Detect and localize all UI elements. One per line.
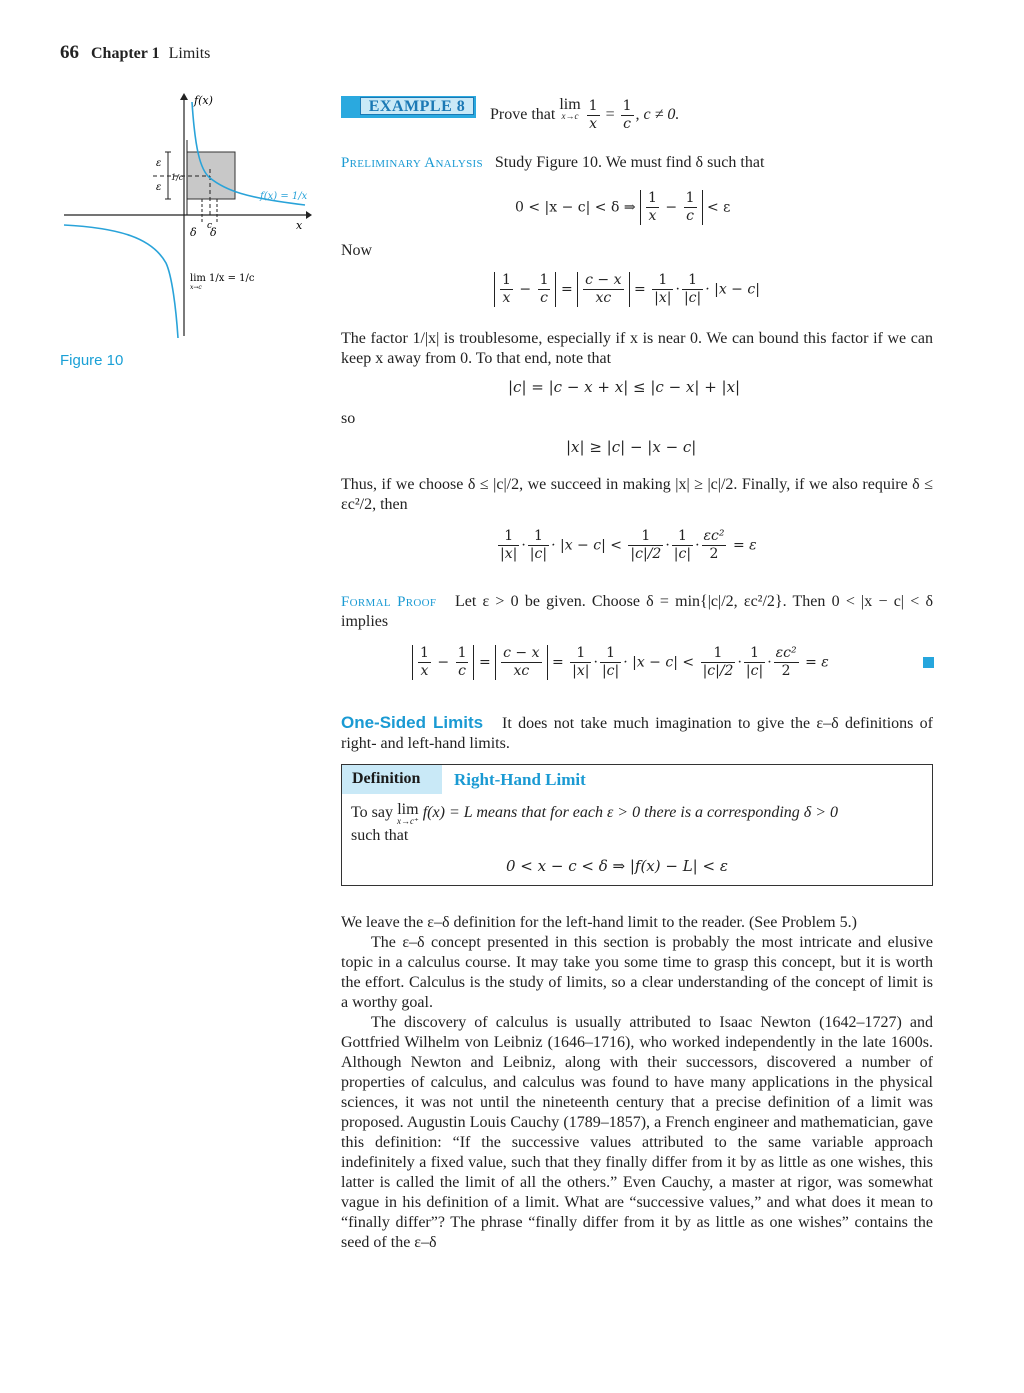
def-text-b: f(x) = L means that for each ε > 0 there is a corresponding δ > 0	[422, 804, 839, 821]
f3	[501, 645, 541, 680]
n: 1	[539, 272, 549, 288]
f6	[701, 645, 736, 680]
eq2: =	[551, 654, 564, 671]
num: 1	[588, 98, 598, 114]
n: c − x	[585, 272, 622, 288]
definition-tab	[342, 765, 442, 794]
formal-paragraph	[341, 592, 933, 632]
figure-caption: Figure 10	[60, 352, 124, 369]
n: 1	[498, 528, 519, 546]
f3	[583, 272, 623, 307]
example-statement	[490, 98, 679, 133]
definition-box	[341, 764, 933, 886]
figure-10-graph	[60, 88, 320, 343]
lim-expression	[559, 98, 580, 121]
limit-label: lim 1/x = 1/c	[190, 273, 255, 284]
ineq-triangle: |c| = |c − x + x| ≤ |c − x| + |x|	[508, 378, 741, 396]
n: 1	[652, 272, 673, 290]
eq3: =	[805, 654, 817, 671]
frac-1-over-c	[621, 98, 634, 133]
d: |x|	[572, 663, 590, 679]
frac-1-over-x	[587, 98, 600, 133]
epsilon-upper: ε	[156, 158, 162, 169]
f3	[628, 528, 663, 563]
delta-right-label: δ	[210, 226, 217, 239]
d: xc	[595, 290, 612, 306]
f2	[528, 528, 549, 563]
eq2: =	[633, 281, 646, 298]
thus-paragraph: Thus, if we choose δ ≤ |c|/2, we succeed in making |x| ≥ |c|/2. Finally, if we also require δ ≤ εc²/2, then	[341, 476, 933, 513]
n: 1	[528, 528, 549, 546]
d: c	[540, 290, 548, 306]
d: |c|	[601, 663, 620, 679]
f4	[672, 528, 693, 563]
paragraph-3: The discovery of calculus is usually attributed to Isaac Newton (1642–1727) and Gottfried Wilhelm von Leibniz (1646–1716), who worked independently in the late 1600s. Although Newton and Leibniz, along with their successors, discovered a number of properties of calculus, and calculus was found to have many applications in the physical sciences, it was not until the nineteenth century that a precise definition of a limit was proposed. Augustin Louis Cauchy (1789–1857), a French engineer and mathematician, gave this definition: “If the successive values attributed to the same variable approach indefinitely a fixed value, such that they finally differ from it by as little as one wishes, this latter is called the limit of all the others.” Even Cauchy, a master at rigor, was somewhat vague in his definition of a limit. What are “successive values,” and what does it mean to “finally differ”? The phrase “finally differ from it by as little as one wishes” contains the seed of the ε–δ	[341, 1014, 933, 1251]
d: xc	[513, 663, 530, 679]
eq: =	[732, 537, 745, 554]
one-over-c-label: 1/c	[171, 173, 184, 182]
f4	[652, 272, 673, 307]
chapter-title: Limits	[168, 45, 211, 62]
eq1: =	[560, 281, 573, 298]
n: εc²	[775, 645, 797, 661]
epsilon-delta-box	[187, 152, 235, 199]
f2	[684, 190, 697, 225]
op: −	[437, 654, 450, 671]
den: c	[623, 116, 631, 132]
closing-text	[341, 913, 933, 1253]
limit-label-sub: x→c	[190, 284, 202, 291]
lhs: 0 < |x − c| < δ ⇒	[515, 199, 636, 216]
x-axis-arrow	[306, 211, 312, 219]
f7	[744, 645, 765, 680]
abs1	[494, 272, 556, 307]
eq-now-chain: $\frac{1}{x}$ − $\frac{1}{c}$ = $\frac{c - x}{xc}$ = $\frac{1}{|x|}$ · $\frac{1}{|c|}$ · |x − c|	[494, 272, 760, 307]
op: −	[519, 281, 532, 298]
den: x	[589, 116, 598, 132]
abs-diff	[640, 190, 702, 225]
n: 1	[628, 528, 663, 546]
f5	[702, 528, 727, 563]
definition-tab-label: Definition	[352, 770, 421, 787]
abs2	[495, 645, 547, 680]
d: x	[420, 663, 429, 679]
paragraph-2: The ε–δ concept presented in this section is probably the most intricate and elusive topic in a calculus course. It may take you some time to grasp this concept, but it is worth the effort. Calculus is the study of limits, so a clear understanding of the concept of limit is a worthy goal.	[341, 934, 933, 1011]
def-lim	[397, 803, 419, 826]
curve-left-branch	[64, 225, 178, 338]
d: x	[648, 208, 657, 224]
curve-label: f(x) = 1/x	[260, 191, 308, 202]
abs1	[412, 645, 474, 680]
now-label: Now	[341, 242, 373, 259]
prove-text: Prove that	[490, 106, 556, 124]
n: 1	[701, 645, 736, 663]
n: 1	[600, 645, 621, 663]
delta-left-label: δ	[190, 226, 197, 239]
factor-paragraph: The factor 1/|x| is troublesome, especially if x is near 0. We can bound this factor if we can keep x away from 0. To that end, note that	[341, 330, 933, 367]
abs2	[577, 272, 629, 307]
running-head	[60, 42, 210, 64]
eq-bound: $\frac{1}{|x|}$ · $\frac{1}{|c|}$ · |x − c| < $\frac{1}{|c|/2}$ · $\frac{1}{|c|}$ · $\frac{\text{εc²}}{2}$ = ε	[500, 528, 757, 562]
d: 2	[709, 546, 719, 562]
f1	[646, 190, 659, 225]
def-text-a: To say	[351, 804, 393, 821]
d: |c|/2	[702, 663, 734, 679]
eps: ε	[749, 537, 757, 554]
y-axis-arrow	[180, 93, 188, 100]
lim-sub: x→c⁺	[396, 816, 419, 826]
example-label: EXAMPLE 8	[360, 97, 474, 115]
example-badge	[341, 96, 476, 118]
page-number: 66	[60, 42, 79, 63]
d: |c|	[529, 546, 548, 562]
t: · |x − c|	[623, 654, 678, 671]
ineq-reverse: |x| ≥ |c| − |x − c|	[566, 438, 697, 456]
n: 1	[648, 190, 657, 206]
prelim-line	[341, 153, 933, 173]
eps: ε	[821, 654, 829, 671]
eq: =	[605, 106, 615, 124]
one-sided-heading: One-Sided Limits	[341, 713, 484, 732]
d: |c|	[683, 290, 702, 306]
n: εc²	[703, 528, 725, 544]
f2	[538, 272, 551, 307]
n: 1	[682, 272, 703, 290]
lim-word: lim	[397, 801, 419, 818]
x-axis-label: x	[296, 219, 303, 232]
prelim-heading: Preliminary Analysis	[341, 155, 483, 171]
one-sided-text: It does not take much imagination to give the ε–δ definitions of right- and left-hand limits.	[341, 715, 934, 752]
f1	[498, 528, 519, 563]
f5	[682, 272, 703, 307]
n: 1	[570, 645, 591, 663]
eq-delta-implies	[515, 190, 730, 225]
f4	[570, 645, 591, 680]
rhs: < ε	[706, 199, 731, 216]
n: 1	[457, 645, 467, 661]
d: c	[686, 208, 694, 224]
n: 1	[502, 272, 511, 288]
d: |x|	[654, 290, 672, 306]
d: |c|/2	[630, 546, 662, 562]
f2	[456, 645, 469, 680]
f8	[774, 645, 799, 680]
prelim-text: Study Figure 10. We must find δ such that	[494, 154, 765, 171]
eq-formal: $\frac{1}{x}$ − $\frac{1}{c}$ = $\frac{c - x}{xc}$ = $\frac{1}{|x|}$ · $\frac{1}{|c|}$ · |x − c| < $\frac{1}{|c|/2}$ · $\frac{1}{|c|}$ · $\frac{\text{εc²}}{2}$ = ε	[412, 645, 829, 680]
y-axis-label: f(x)	[194, 94, 213, 107]
t: · |x − c|	[705, 281, 760, 298]
d: |c|	[745, 663, 764, 679]
lim-sub: x→c	[561, 111, 579, 121]
d: |c|	[673, 546, 692, 562]
f5	[600, 645, 621, 680]
f1	[500, 272, 513, 307]
n: c − x	[503, 645, 540, 661]
n: 1	[744, 645, 765, 663]
definition-body	[351, 803, 923, 846]
d: c	[458, 663, 466, 679]
f1	[418, 645, 431, 680]
one-sided-paragraph	[341, 713, 933, 754]
n: 1	[420, 645, 429, 661]
c-label: c	[207, 221, 213, 231]
chapter-label: Chapter 1	[91, 45, 160, 62]
d: 2	[781, 663, 791, 679]
formal-text: Let ε > 0 be given. Choose δ = min{|c|/2, εc²/2}. Then 0 < |x − c| < δ implies	[341, 593, 933, 630]
n: 1	[672, 528, 693, 546]
d: x	[502, 290, 511, 306]
def-text-c: such that	[351, 827, 409, 844]
n: 1	[685, 190, 695, 206]
eq1: =	[478, 654, 491, 671]
paragraph-1: We leave the ε–δ definition for the left-hand limit to the reader. (See Problem 5.)	[341, 914, 857, 931]
num: 1	[622, 98, 632, 114]
definition-formula: 0 < x − c < δ ⇒ |f(x) − L| < ε	[506, 857, 728, 875]
t: · |x − c|	[551, 537, 606, 554]
definition-title: Right-Hand Limit	[454, 770, 586, 789]
so-label: so	[341, 410, 356, 427]
lt: <	[682, 654, 695, 671]
d: |x|	[500, 546, 518, 562]
cond: , c ≠ 0.	[635, 106, 680, 124]
formal-heading: Formal Proof	[341, 594, 437, 610]
end-of-proof-square	[923, 657, 934, 668]
op: −	[665, 199, 678, 216]
lim-word: lim	[559, 96, 581, 113]
epsilon-lower: ε	[156, 182, 162, 193]
lt: <	[610, 537, 622, 554]
